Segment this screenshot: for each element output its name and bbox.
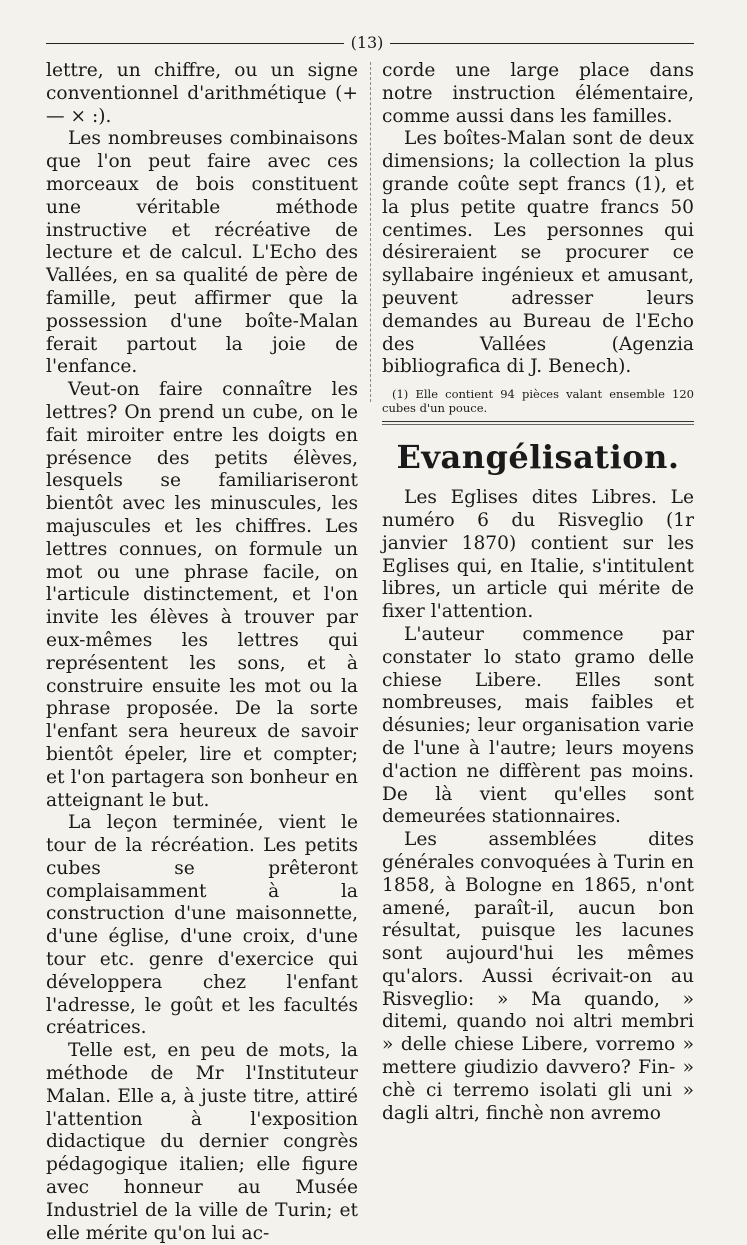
paragraph: Les boîtes-Malan sont de deux dimensions; la collection la plus grande coûte sept francs (1), et la plus petite quatre francs 50 centimes. Les personnes qui désireraient se procurer ce syllabaire ingénieux et amusant, peuvent adresser leurs demandes au Bureau de l'Echo des Vallées (Agenzia bibliografica di J. Benech). [382,128,694,378]
paragraph: Les assemblées dites générales convoquées à Turin en 1858, à Bologne en 1865, n'ont amené, paraît-il, aucun bon résultat, puisque les lacunes sont aujourd'hui les mêmes qu'alors. Aussi écrivait-on au Risveglio: » Ma quando, » ditemi, quando noi altri membri » delle chiese Libere, vorremo » mettere giudizio davvero? Fin- » chè ci terremo isolati gli uni » dagli altri, finchè non avremo [382,829,694,1124]
column-divider [370,62,371,402]
page-number: (13) [350,33,384,52]
paragraph: La leçon terminée, vient le tour de la récréation. Les petits cubes se prêteront complaisamment à la construction d'une maisonnette, d'une église, d'une croix, d'une tour etc. genre d'exercice qui développera chez l'enfant l'adresse, le goût et les facultés créatrices. [46,812,358,1039]
header-rule-right [390,43,694,44]
paragraph: Les Eglises dites Libres. Le numéro 6 du Risveglio (1r janvier 1870) contient sur les Eglises qui, en Italie, s'intitulent libres, un article qui mérite de fixer l'attention. [382,487,694,623]
page-header [46,32,694,54]
paragraph: L'auteur commence par constater lo stato gramo delle chiese Libere. Elles sont nombreuses, mais faibles et désunies; leur organisation varie de l'une à l'autre; leurs moyens d'action ne diffèrent pas moins. De là vient qu'elles sont demeurées stationnaires. [382,623,694,828]
paragraph: Telle est, en peu de mots, la méthode de Mr l'Instituteur Malan. Elle a, à juste titre, attiré l'attention à l'exposition didactique du dernier congrès pédagogique italien; elle figure avec honneur au Musée Industriel de la ville de Turin; et elle mérite qu'on lui ac- [46,1040,358,1244]
paragraph: corde une large place dans notre instruction élémentaire, comme aussi dans les familles. [382,60,694,127]
left-column [46,60,358,1245]
section-separator-thin [382,424,694,425]
header-rule-left [46,43,344,44]
right-column [382,60,694,1125]
paragraph: Veut-on faire connaître les lettres? On prend un cube, on le fait miroiter entre les doigts en présence des petits élèves, lesquels se familiariseront bientôt avec les minuscules, les majuscules et les chiffres. Les lettres connues, on formule un mot ou une phrase facile, on l'articule distinctement, et l'on invite les élèves à trouver par eux-mêmes les lettres qui représentent les sons, et à construire ensuite les mot ou la phrase proposée. De la sorte l'enfant sera heureux de savoir bientôt épeler, lire et compter; et l'on partagera son bonheur en atteignant le but. [46,379,358,811]
section-separator [382,421,694,422]
footnote: (1) Elle contient 94 pièces valant ensemble 120 cubes d'un pouce. [382,387,694,416]
paragraph: lettre, un chiffre, ou un signe conventionnel d'arithmétique (+ — × :). [46,60,358,127]
section-title: Evangélisation. [396,438,680,477]
paragraph: Les nombreuses combinaisons que l'on peut faire avec ces morceaux de bois constituent une véritable méthode instructive et récréative de lecture et de calcul. L'Echo des Vallées, en sa qualité de père de famille, peut affirmer que la possession d'une boîte-Malan ferait partout la joie de l'enfance. [46,128,358,378]
